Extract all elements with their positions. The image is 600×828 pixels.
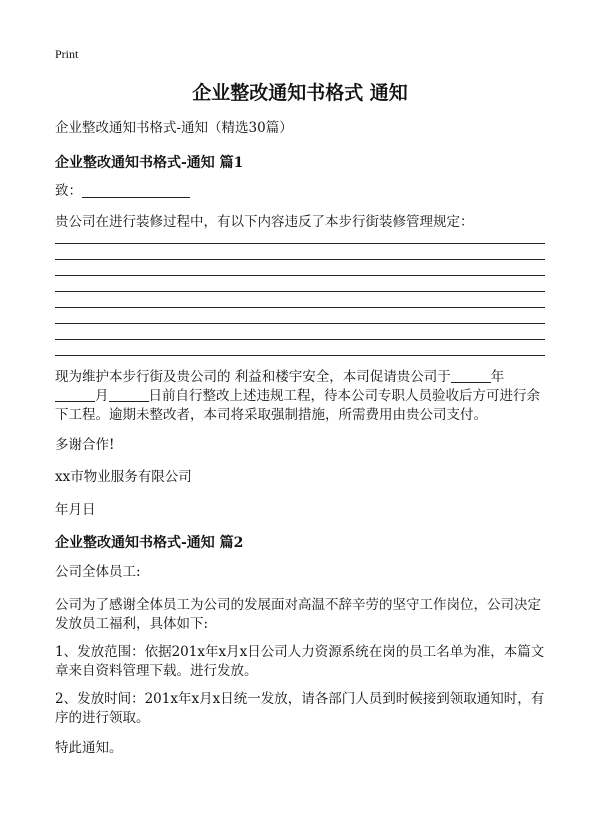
article2-item2-line2: 序的进行领取。 xyxy=(55,710,150,726)
article2-para1-line1: 公司为了感谢全体员工为公司的发展面对高温不辞辛劳的坚守工作岗位，公司决定 xyxy=(55,597,541,613)
article2-item1-line2: 章来自资料管理下载。进行发放。 xyxy=(55,663,258,679)
article2-item2-line1: 2、发放时间：201x年x月x日统一发放，请各部门人员到时候接到领取通知时，有 xyxy=(55,691,545,707)
recipient-blank-line xyxy=(82,197,190,198)
document-subtitle: 企业整改通知书格式-通知（精选30篇） xyxy=(55,120,293,136)
article2-to: 公司全体员工: xyxy=(55,564,141,580)
article1-body-line2 xyxy=(55,386,540,406)
body-line2-text: 日前自行整改上述违规工程，待本公司专职人员验收后方可进行余 xyxy=(148,388,540,404)
article2-para1-line2: 发放员工福利，具体如下: xyxy=(55,616,209,632)
violation-blank-line xyxy=(55,291,545,292)
violation-blank-line xyxy=(55,355,545,356)
article2-item1-line1: 1、发放范围：依据201x年x月x日公司人力资源系统在岗的员工名单为准，本篇文 xyxy=(55,644,545,660)
print-label[interactable]: Print xyxy=(55,47,79,61)
month-label: 月 xyxy=(95,388,109,404)
month-blank xyxy=(55,387,95,402)
violation-blank-line xyxy=(55,339,545,340)
document-title: 企业整改通知书格式 通知 xyxy=(192,82,408,104)
article1-date: 年月日 xyxy=(55,502,96,518)
violation-blank-line xyxy=(55,307,545,308)
violation-blank-line xyxy=(55,259,545,260)
article1-body-line1 xyxy=(55,367,504,387)
day-blank xyxy=(109,387,149,402)
article1-thanks: 多谢合作! xyxy=(55,437,115,453)
article1-heading: 企业整改通知书格式-通知 篇1 xyxy=(55,155,244,171)
violation-blank-line xyxy=(55,323,545,324)
body-line1-text: 现为维护本步行街及贵公司的 利益和楼宇安全，本司促请贵公司于 xyxy=(55,369,451,385)
violation-blank-line xyxy=(55,243,545,244)
article1-body-line3: 下工程。逾期未整改者，本司将采取强制措施，所需费用由贵公司支付。 xyxy=(55,407,487,423)
year-label: 年 xyxy=(490,369,505,385)
article1-company: xx市物业服务有限公司 xyxy=(55,469,192,485)
year-blank xyxy=(451,368,491,383)
article1-opening: 贵公司在进行装修过程中，有以下内容违反了本步行街装修管理规定： xyxy=(55,214,474,230)
article2-closing: 特此通知。 xyxy=(55,740,123,756)
article1-to-label: 致： xyxy=(55,183,82,199)
article2-heading: 企业整改通知书格式-通知 篇2 xyxy=(55,535,244,551)
violation-blank-line xyxy=(55,275,545,276)
